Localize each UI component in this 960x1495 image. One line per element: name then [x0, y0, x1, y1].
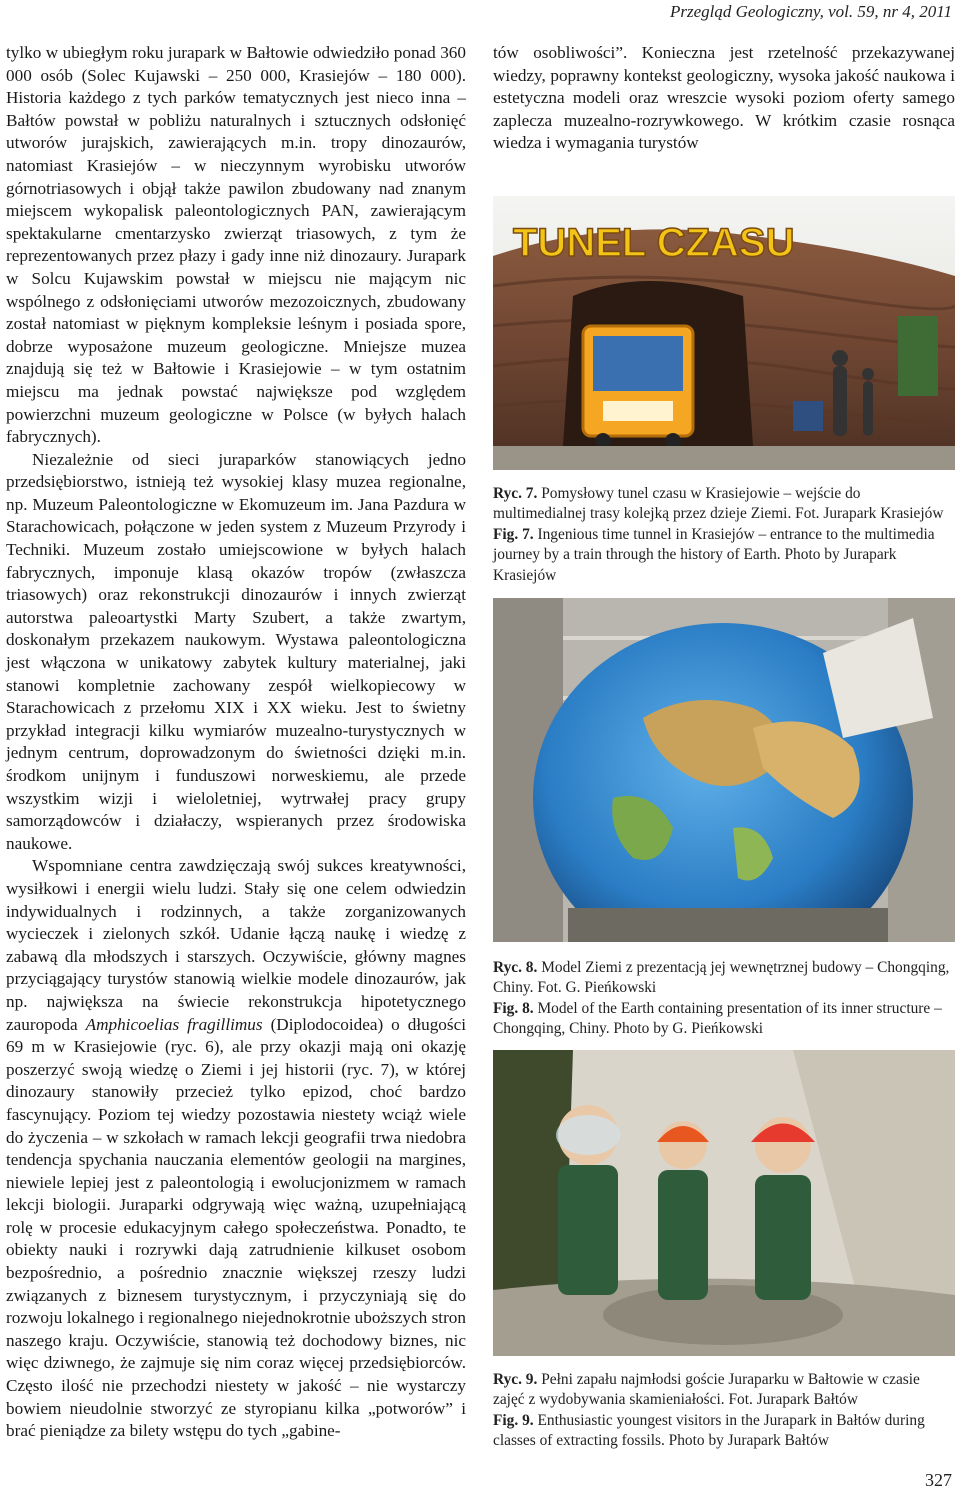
figure-7-photo [493, 196, 955, 470]
ryc-7-text: Pomysłowy tunel czasu w Krasiejowie – wejście do multimedialnej trasy kolejką przez dzieje Ziemi. Fot. Jurapark Krasiejów [493, 485, 944, 523]
ryc-7-label: Ryc. 7. [493, 485, 538, 502]
figure-7-polish [493, 484, 955, 525]
earth-model-image [493, 598, 955, 942]
figure-7-caption [493, 484, 955, 586]
figure-9-polish [493, 1370, 955, 1411]
ryc-8-label: Ryc. 8. [493, 959, 538, 976]
page-number: 327 [925, 1470, 952, 1490]
fig-8-text: Model of the Earth containing presentation of its inner structure – Chongqing, Chiny. Photo by G. Pieńkowski [493, 999, 942, 1038]
right-column [493, 42, 955, 155]
journal-header: Przegląd Geologiczny, vol. 59, nr 4, 2011 [669, 2, 952, 21]
paragraph-1: tylko w ubiegłym roku jurapark w Bałtowie odwiedziło ponad 360 000 osób (Solec Kujawski – 250 000, Krasiejów – 180 000). Historia każdego z tych parków tematycznych jest nieco inna – Bałtów powstał w pobliżu naturalnych i sztucznych odsłonięć utworów jurajskich, zawierających m.in. tropy dinozaurów, natomiast Krasiejów – w nieczynnym wyrobisku utworów górnotriasowych i objął także pawilon zbudowany nad znanym miejscem wykopalisk paleontologicznych PAN, zawierającym spektakularne cmentarzysko zwierząt triasowych, z tym że reprezentowanych przez płazy i gady inne niż dinozaury. Jurapark w Solcu Kujawskim powstał w miejscu nie mającym nic wspólnego z odsłonięciami utworów mezozoicznych, zbudowany został natomiast w pięknym kompleksie leśnym i posiada spore, dobrze wyposażone muzeum geologiczne. Mniejsze muzea znajdują się też w Bałtowie i Krasiejowie – w tym ostatnim miejscu ma jednak powstać największe pod względem powierzchni muzeum geologiczne w Polsce (w byłych halach fabrycznych). [6, 43, 466, 447]
figure-8-english [493, 999, 955, 1040]
fig-9-label: Fig. 9. [493, 1411, 534, 1429]
tunnel-sign: TUNEL CZASU [513, 221, 795, 265]
ryc-9-label: Ryc. 9. [493, 1371, 538, 1388]
paragraph-3-rest: (Diplodocoidea) o długości 69 m w Krasiejowie (ryc. 6), ale przy okazji mają oni okazję poszerzyć swoją wiedzę o Ziemi i jej historii (ryc. 7), w której dinozaury stanowiły przecież tylko epizod, choć bardzo fascynujący. Poziom tej wiedzy pozostawia niestety wciąż wiele do życzenia – w szkołach w ramach lekcji geografii trwa niedobra tendencja spychania nauczania elementów geologii na margines, niewiele lepiej jest z paleontologią i ewolucjonizmem w ramach lekcji biologii. Juraparki odgrywają więc ważną, uzupełniającą rolę w procesie edukacyjnym całego społeczeństwa. Ponadto, te obiekty nauki i rozrywki dają zatrudnienie kilkuset osobom bezpośrednio, a pośrednio znacznie większej rzeszy ludzi związanych z biznesem turystycznym, i przyczyniają się do rozwoju lokalnego i regionalnego niejednokrotnie uboższych stron naszego kraju. Oczywiście, stanowią też dochodowy biznes, nic więc dziwnego, że zajmuje się nim coraz więcej przedsiębiorców. Często ilość nie przechodzi niestety w jakość – nie wystarczy bowiem nieudolnie stworzyć ze styropianu kilka „potworów” i brać pieniądze za bilety wstępu do tych „gabine- [6, 1014, 466, 1441]
species-name: Amphicoelias fragillimus [85, 1014, 263, 1034]
left-column [6, 42, 466, 1443]
paragraph-3 [6, 855, 466, 1442]
right-column-text: tów osobliwości”. Konieczna jest rzetelność przekazywanej wiedzy, poprawny kontekst geologiczny, wysoka jakość naukowa i estetyczna modeli oraz wreszcie wysoki poziom oferty samego zaplecza muzealno-rozrywkowego. W krótkim czasie rosnąca wiedza i wymagania turystów [493, 43, 955, 153]
figure-8-polish [493, 958, 955, 999]
ryc-9-text: Pełni zapału najmłodsi goście Juraparku w Bałtowie w czasie zajęć z wydobywania skamieniałości. Fot. Jurapark Bałtów [493, 1371, 920, 1409]
figure-9-photo [493, 1050, 955, 1356]
figure-8-photo [493, 598, 955, 942]
fig-7-label: Fig. 7. [493, 525, 534, 543]
children-fossils-image [493, 1050, 955, 1356]
fig-9-text: Enthusiastic youngest visitors in the Jurapark in Bałtów during classes of extracting fossils. Photo by Jurapark Bałtów [493, 1411, 925, 1450]
figure-7-english [493, 525, 955, 586]
figure-9-caption [493, 1370, 955, 1452]
ryc-8-text: Model Ziemi z prezentacją jej wewnętrznej budowy – Chongqing, Chiny. Fot. G. Pieńkowski [493, 959, 950, 997]
fig-7-text: Ingenious time tunnel in Krasiejów – entrance to the multimedia journey by a train through the history of Earth. Photo by Jurapark Krasiejów [493, 525, 935, 584]
paragraph-2: Niezależnie od sieci juraparków stanowiących jedno przedsiębiorstwo, istnieją też wysokiej klasy muzea regionalne, np. Muzeum Paleontologiczne w Ekomuzeum im. Jana Pazdura w Starachowicach, połączone w jeden system z Muzeum Przyrody i Techniki. Muzeum zostało umiejscowione w byłych halach fabrycznych, imponuje klasą okazów tropów (zwłaszcza triasowych) oraz rekonstrukcji dinozaurów i innych zwierząt autorstwa paleoartystki Marty Szubert, a także zwartym, doskonałym przekazem naukowym. Wystawa paleontologiczna jest włączona w unikatowy zabytek kultury materialnej, jaki stanowi kompletnie zachowany zespół wielkopiecowy w Starachowicach z przełomu XIX i XX wieku. Jest to świetny przykład integracji kilku wymiarów muzealno-turystycznych w jednym centrum, doprowadzonym do świetności dzięki m.in. środkom unijnym i funduszowi norweskiemu, ale przede wszystkim wizji i wieloletniej, wytrwałej pracy grupy samorządowców i działaczy, wspieranych przez środowiska naukowe. [6, 449, 466, 853]
fig-8-label: Fig. 8. [493, 999, 534, 1017]
figure-9-english [493, 1411, 955, 1452]
paragraph-3-start: Wspomniane centra zawdzięczają swój sukces kreatywności, wysiłkowi i energii wielu ludzi. Stały się one celem odwiedzin indywidualnych i rodzinnych, a także zorganizowanych wycieczek i zielonych szkół. Udanie łączą naukę i wiedzę z zabawą dla młodszych i starszych. Oczywiście, główny magnes przyciągający turystów stanowią wielkie modele dinozaurów, jak np. największa na świecie rekonstrukcja hipotetycznego zauropoda [6, 856, 466, 1034]
figure-8-caption [493, 958, 955, 1040]
time-tunnel-image [493, 196, 955, 470]
